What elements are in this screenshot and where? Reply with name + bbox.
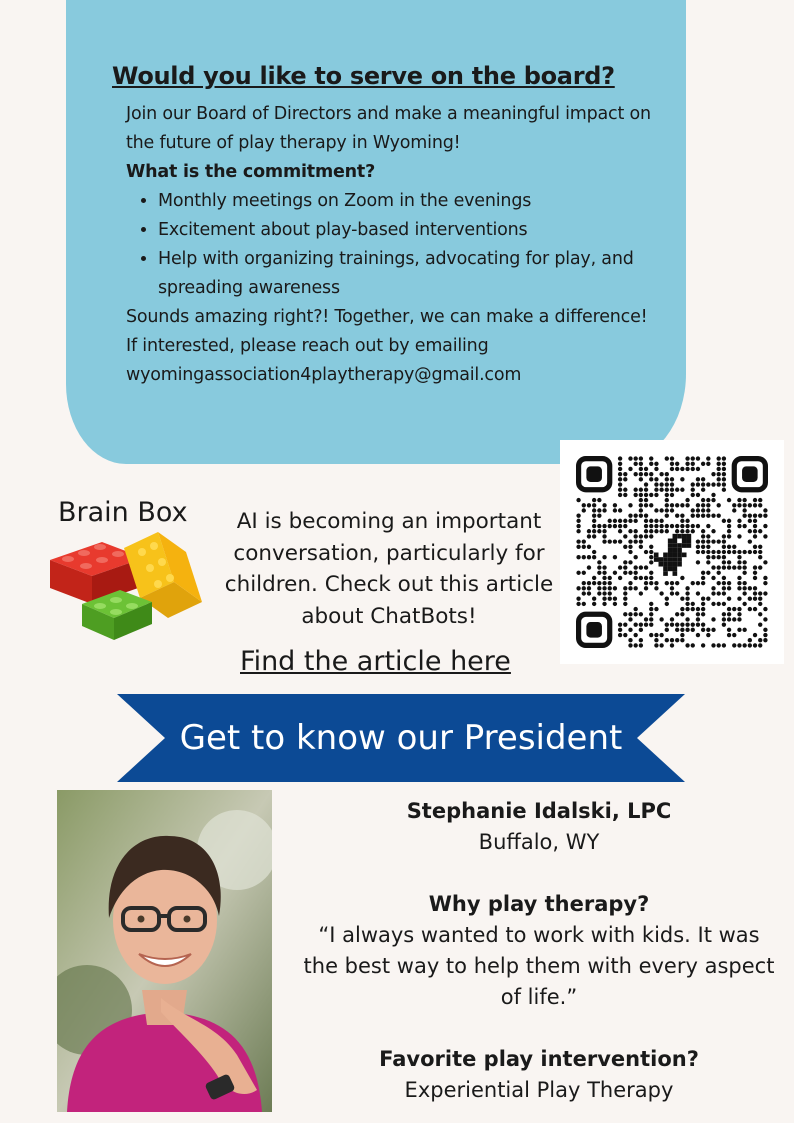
commitment-heading: What is the commitment? <box>126 162 376 182</box>
question-favorite-intervention: Favorite play intervention? <box>379 1047 699 1071</box>
brain-box-title: Brain Box <box>58 497 188 528</box>
qr-code[interactable] <box>560 440 784 664</box>
qr-code-icon <box>576 456 768 648</box>
board-intro: Join our Board of Directors and make a meaningful impact on the future of play therapy in Wyoming! <box>126 104 651 153</box>
answer-favorite-intervention: Experiential Play Therapy <box>404 1078 674 1102</box>
commitment-list <box>126 187 666 303</box>
list-item: • Monthly meetings on Zoom in the evenings <box>158 187 666 216</box>
answer-why-play-therapy: “I always wanted to work with kids. It was the best way to help them with every aspect of life.” <box>303 923 775 1009</box>
president-photo <box>57 790 272 1112</box>
board-description <box>126 100 666 390</box>
president-info <box>300 796 778 1106</box>
president-name: Stephanie Idalski, LPC <box>406 799 672 823</box>
president-banner-title: Get to know our President <box>179 718 623 758</box>
brain-box-text: AI is becoming an important conversation, particularly for children. Check out this article about ChatBots! <box>224 509 554 629</box>
question-why-play-therapy: Why play therapy? <box>428 892 650 916</box>
board-contact: If interested, please reach out by emailing wyomingassociation4playtherapy@gmail.com <box>126 336 522 385</box>
list-item: • Excitement about play-based interventions <box>158 216 666 245</box>
lego-bricks-icon <box>46 528 206 644</box>
find-article-link[interactable]: Find the article here <box>240 646 511 677</box>
board-title: Would you like to serve on the board? <box>112 62 615 90</box>
board-closing: Sounds amazing right?! Together, we can make a difference! <box>126 307 648 327</box>
spacer <box>300 858 778 889</box>
list-item: • Help with organizing trainings, advocating for play, and spreading awareness <box>158 245 666 303</box>
president-location: Buffalo, WY <box>478 830 600 854</box>
spacer <box>300 1013 778 1044</box>
